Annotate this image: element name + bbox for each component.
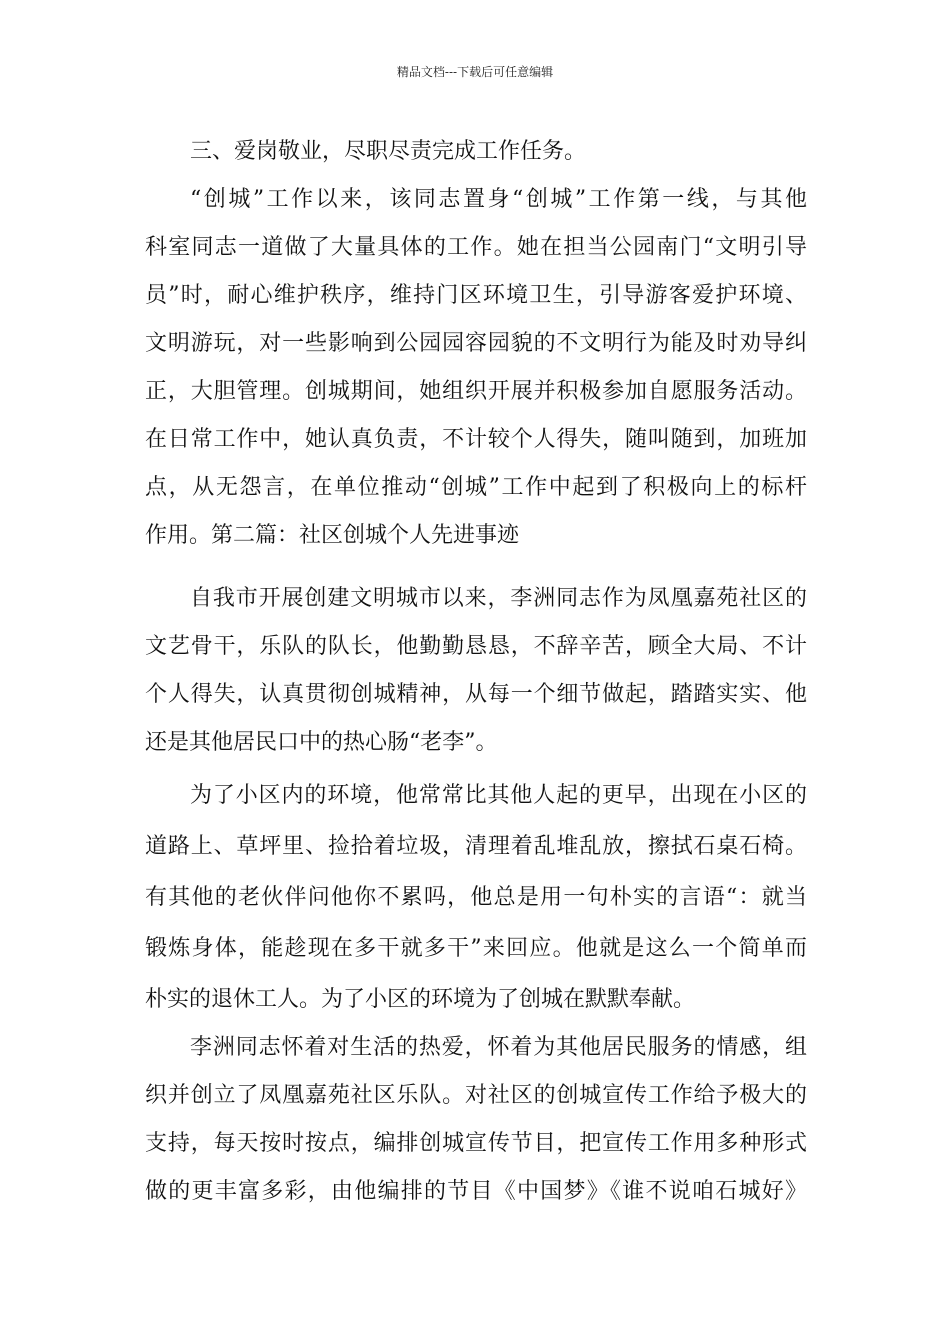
paragraph-line: 正，大胆管理。创城期间，她组织开展并积极参加自愿服务活动。: [145, 379, 807, 404]
paragraph-line: 文艺骨干，乐队的队长，他勤勤恳恳，不辞辛苦，顾全大局、不计: [145, 634, 807, 659]
paragraph-line: 科室同志一道做了大量具体的工作。她在担当公园南门“文明引导: [145, 235, 807, 260]
paragraph-line: 文明游玩，对一些影响到公园园容园貌的不文明行为能及时劝导纠: [145, 331, 807, 356]
section-heading: 三、爱岗敬业，尽职尽责完成工作任务。: [190, 139, 587, 164]
paragraph-line: 作用。第二篇：社区创城个人先进事迹: [145, 523, 520, 548]
paragraph-line: 织并创立了凤凰嘉苑社区乐队。对社区的创城宣传工作给予极大的: [145, 1083, 807, 1108]
paragraph-line: 为了小区内的环境，他常常比其他人起的更早，出现在小区的: [190, 783, 807, 808]
paragraph-line: 个人得失，认真贯彻创城精神，从每一个细节做起，踏踏实实、他: [145, 682, 807, 707]
paragraph-line: 有其他的老伙伴问他你不累吗，他总是用一句朴实的言语“：就当: [145, 885, 807, 910]
paragraph-line: 李洲同志怀着对生活的热爱，怀着为其他居民服务的情感，组: [190, 1035, 807, 1060]
paragraph-line: 朴实的退休工人。为了小区的环境为了创城在默默奉献。: [145, 987, 696, 1012]
paragraph-line: “创城”工作以来，该同志置身“创城”工作第一线，与其他: [190, 187, 807, 212]
paragraph-line: 做的更丰富多彩，由他编排的节目《中国梦》《谁不说咱石城好》: [145, 1179, 807, 1204]
paragraph-line: 员”时，耐心维护秩序，维持门区环境卫生，引导游客爱护环境、: [145, 283, 807, 308]
paragraph-line: 点，从无怨言，在单位推动“创城”工作中起到了积极向上的标杆: [145, 475, 807, 500]
paragraph-line: 支持，每天按时按点，编排创城宣传节目，把宣传工作用多种形式: [145, 1131, 807, 1156]
page-header: 精品文档---下载后可任意编辑: [396, 65, 554, 79]
paragraph-line: 道路上、草坪里、捡拾着垃圾，清理着乱堆乱放，擦拭石桌石椅。: [145, 834, 807, 859]
paragraph-line: 还是其他居民口中的热心肠“老李”。: [145, 730, 498, 755]
paragraph-line: 锻炼身体，能趁现在多干就多干”来回应。他就是这么一个简单而: [145, 936, 807, 961]
paragraph-line: 自我市开展创建文明城市以来，李洲同志作为凤凰嘉苑社区的: [190, 586, 807, 611]
paragraph-line: 在日常工作中，她认真负责，不计较个人得失，随叫随到，加班加: [145, 427, 807, 452]
